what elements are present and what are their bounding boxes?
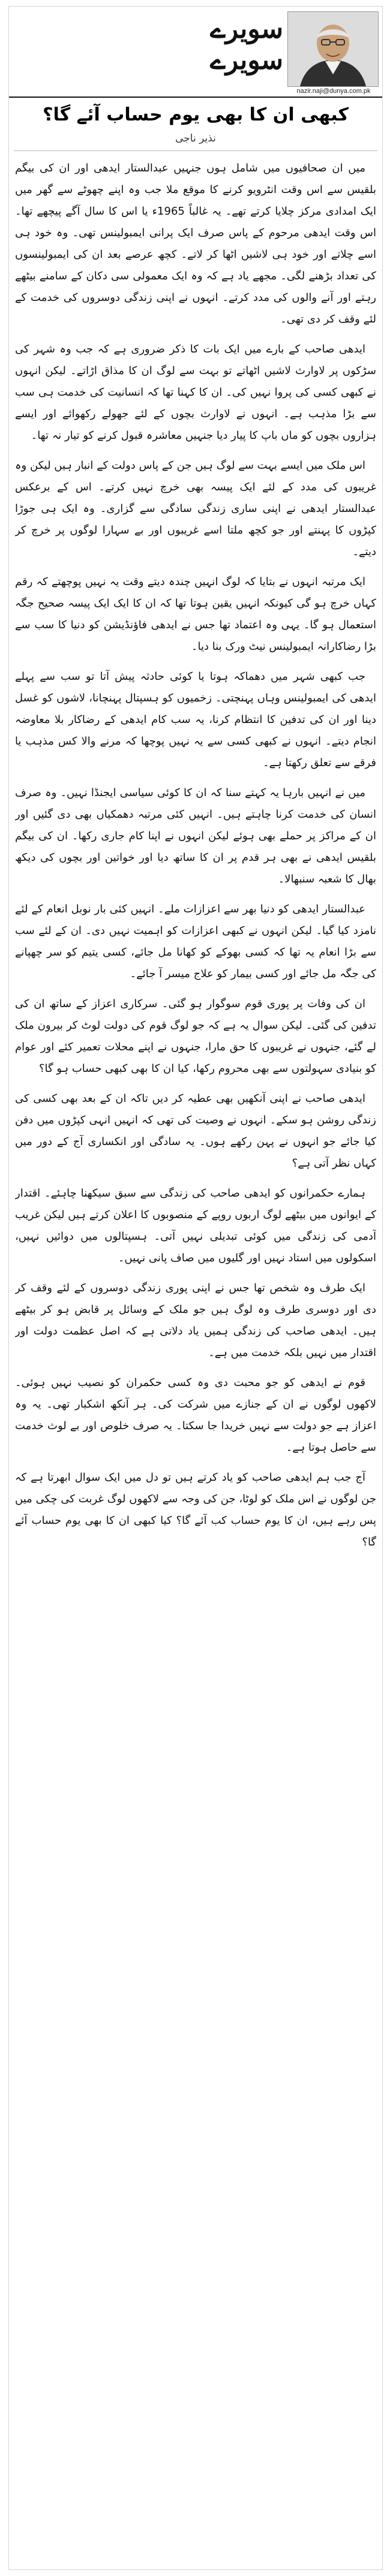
article-paragraph: ایدھی صاحب کے بارے میں ایک بات کا ذکر ضروری ہے کہ جب وہ شہر کی سڑکوں پر لاوارث لاشیں اٹھاتے تو بہت سے لوگ ان کا مذاق اڑاتے۔ لیکن انہوں نے کبھی کسی کی پروا نہیں کی۔ ان کا کہنا تھا کہ انسانیت کی خدمت ہی سب سے بڑا مذہب ہے۔ انہوں نے لاوارث بچوں کے لئے جھولے رکھوائے اور ایسے ہزاروں بچوں کو ماں باپ کا پیار دیا جنہیں معاشرہ قبول کرنے کو تیار نہ تھا۔ bbox=[15, 343, 376, 442]
article-paragraph: ایک مرتبہ انہوں نے بتایا کہ لوگ انہیں چندہ دیتے وقت یہ نہیں پوچھتے کہ رقم کہاں خرچ ہو گی کیونکہ انہیں یقین ہوتا تھا کہ ان کا ایک ایک پیسہ صحیح جگہ استعمال ہو گا۔ یہی وہ اعتماد تھا جس نے ایدھی فاؤنڈیشن کو دنیا کا سب سے بڑا رضاکارانہ ایمبولینس نیٹ ورک بنا دیا۔ bbox=[15, 576, 376, 653]
article-paragraph: ایک طرف وہ شخص تھا جس نے اپنی پوری زندگی دوسروں کے لئے وقف کر دی اور دوسری طرف وہ لوگ ہیں جو ملک کے وسائل پر قابض ہو کر بیٹھے ہیں۔ ایدھی صاحب کی زندگی ہمیں یاد دلاتی ہے کہ اصل عظمت دولت اور اقتدار میں نہیں بلکہ خدمت میں ہے۔ bbox=[15, 1282, 376, 1359]
column-masthead bbox=[9, 7, 382, 98]
article-paragraph: قوم نے ایدھی کو جو محبت دی وہ کسی حکمران کو نصیب نہیں ہوئی۔ لاکھوں لوگوں نے ان کے جنازے میں شرکت کی۔ ہر آنکھ اشکبار تھی۔ یہ وہ اعزاز ہے جو دولت سے نہیں خریدا جا سکتا۔ یہ صرف خلوص اور بے لوث خدمت سے حاصل ہوتا ہے۔ bbox=[15, 1376, 376, 1454]
newspaper-column-sheet bbox=[8, 6, 383, 2570]
article-paragraph: اس ملک میں ایسے بہت سے لوگ ہیں جن کے پاس دولت کے انبار ہیں لیکن وہ غریبوں کی مدد کے لئے ایک پیسہ بھی خرچ نہیں کرتے۔ اس کے برعکس عبدالستار ایدھی نے اپنی ساری زندگی سادگی سے گزاری۔ وہ ایک ہی جوڑا کپڑوں کا پہنتے اور جو کچھ ملتا اسے غریبوں اور بے سہارا لوگوں پر خرچ کر دیتے۔ bbox=[15, 459, 376, 558]
article-paragraph: جب کبھی شہر میں دھماکہ ہوتا یا کوئی حادثہ پیش آتا تو سب سے پہلے ایدھی کی ایمبولینس وہاں پہنچتی۔ زخمیوں کو ہسپتال پہنچانا، لاشوں کو غسل دینا اور ان کی تدفین کا انتظام کرنا، یہ سب کام ایدھی کے رضاکار بلا معاوضہ انجام دیتے۔ انہوں نے کبھی کسی سے یہ نہیں پوچھا کہ مرنے والا کس مذہب یا فرقے سے تعلق رکھتا ہے۔ bbox=[15, 670, 376, 769]
article-paragraph: میں نے انہیں بارہا یہ کہتے سنا کہ ان کا کوئی سیاسی ایجنڈا نہیں۔ وہ صرف انسان کی خدمت کرنا چاہتے ہیں۔ انہیں کئی مرتبہ دھمکیاں بھی دی گئیں اور ان کے مراکز پر حملے بھی ہوئے لیکن انہوں نے اپنا کام جاری رکھا۔ ان کی بیگم بلقیس ایدھی نے بھی ہر قدم پر ان کا ساتھ دیا اور خواتین اور بچوں کی دیکھ بھال کا شعبہ سنبھالا۔ bbox=[15, 787, 376, 885]
article-paragraph: ایدھی صاحب نے اپنی آنکھیں بھی عطیہ کر دیں تاکہ ان کے بعد بھی کسی کی زندگی روشن ہو سکے۔ انہوں نے وصیت کی تھی کہ انہیں انہی کپڑوں میں دفن کیا جائے جو انہوں نے پہن رکھے ہوں۔ یہ سادگی اور انکساری آج کے دور میں کہاں نظر آتی ہے؟ bbox=[15, 1092, 376, 1170]
article-body bbox=[15, 158, 376, 2565]
author-email: nazir.naji@dunya.com.pk bbox=[296, 88, 371, 95]
article-paragraph: ان کی وفات پر پوری قوم سوگوار ہو گئی۔ سرکاری اعزاز کے ساتھ ان کی تدفین کی گئی۔ لیکن سوال یہ ہے کہ جو لوگ قوم کی دولت لوٹ کر بیرون ملک لے گئے، جنہوں نے غریبوں کا حق مارا، جنہوں نے اپنے محلات تعمیر کئے اور عوام کو بنیادی سہولتوں سے بھی محروم رکھا، کیا ان کا بھی کبھی حساب ہو گا؟ bbox=[15, 998, 376, 1075]
article-byline: نذیر ناجی bbox=[175, 132, 216, 144]
headline-divider bbox=[14, 150, 377, 151]
article-headline: کبھی ان کا بھی یوم حساب آئے گا؟ bbox=[43, 104, 349, 125]
article-paragraph: عبدالستار ایدھی کو دنیا بھر سے اعزازات ملے۔ انہیں کئی بار نوبل انعام کے لئے نامزد کیا گیا۔ لیکن انہوں نے کبھی اعزازات کو اہمیت نہیں دی۔ ان کے لئے سب سے بڑا انعام یہ تھا کہ کسی بھوکے کو کھانا مل جائے، کسی یتیم کو سر چھپانے کی جگہ مل جائے اور کسی بیمار کو علاج میسر آ جائے۔ bbox=[15, 903, 376, 980]
article-paragraph: آج جب ہم ایدھی صاحب کو یاد کرتے ہیں تو دل میں ایک سوال ابھرتا ہے کہ جن لوگوں نے اس ملک کو لوٹا، جن کی وجہ سے لاکھوں لوگ غربت کی چکی میں پس رہے ہیں، ان کا یوم حساب کب آئے گا؟ کیا کبھی ان کا بھی یوم حساب آئے گا؟ bbox=[15, 1471, 376, 1548]
columnist-photo bbox=[287, 11, 379, 87]
article-paragraph: میں ان صحافیوں میں شامل ہوں جنہیں عبدالستار ایدھی اور ان کی بیگم بلقیس سے اس وقت انٹرویو کرنے کا موقع ملا جب وہ اپنے چھوٹے سے گھر میں ایک امدادی مرکز چلایا کرتے تھے۔ یہ غالباً 1965ء یا اس کا سال آگے پیچھے تھا۔ اس وقت ایدھی مرحوم کے پاس صرف ایک پرانی ایمبولینس تھی۔ وہ خود ہی اسے چلاتے اور خود ہی لاشیں اٹھا کر لاتے۔ کچھ عرصے بعد ان کی ایمبولینسوں کی تعداد بڑھنے لگی۔ مجھے یاد ہے کہ وہ ایک معمولی سی دکان کے سامنے بیٹھے رہتے اور آنے والوں کی مدد کرتے۔ انہوں نے اپنی زندگی دوسروں کی خدمت کے لئے وقف کر دی تھی۔ bbox=[15, 162, 376, 326]
column-name: سویرے سویرے bbox=[210, 14, 283, 76]
columnist-portrait-icon bbox=[288, 12, 378, 86]
article-paragraph: ہمارے حکمرانوں کو ایدھی صاحب کی زندگی سے سبق سیکھنا چاہئے۔ اقتدار کے ایوانوں میں بیٹھے لوگ اربوں روپے کے منصوبوں کا اعلان کرتے ہیں لیکن غریب آدمی کی زندگی میں کوئی تبدیلی نہیں آتی۔ ہسپتالوں میں دوائیں نہیں، اسکولوں میں استاد نہیں اور گلیوں میں صاف پانی نہیں۔ bbox=[15, 1187, 376, 1264]
